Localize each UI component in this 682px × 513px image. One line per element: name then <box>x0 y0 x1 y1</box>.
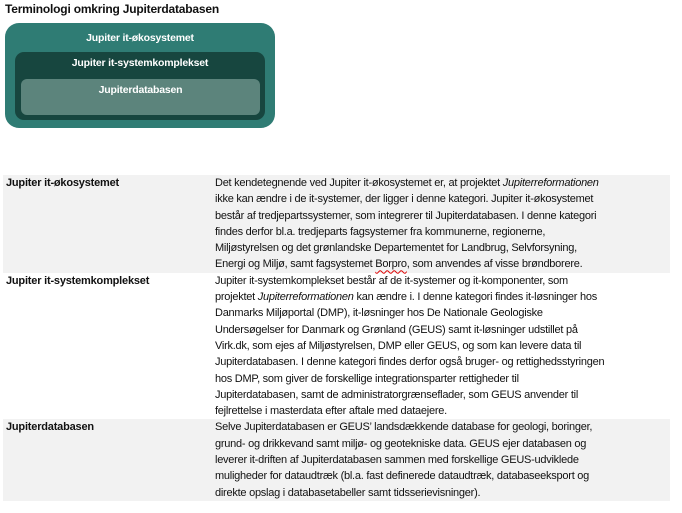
description-cell <box>215 273 670 420</box>
diagram-inner-box <box>21 79 260 115</box>
description-line: består af tredjepartssystemer, som integrerer til Jupiterdatabasen. I denne kategori <box>215 209 597 222</box>
description-line: direkte opslag i databasetabeller samt tidsserievisninger). <box>215 486 481 499</box>
italic-term: Jupiterreformationen <box>257 291 354 304</box>
terminology-table <box>3 175 670 501</box>
text-run: , som anvendes af visse brøndborere. <box>406 258 583 271</box>
description-cell <box>215 419 670 500</box>
description-line: hos DMP, som giver de forskellige integrationsparter rettigheder til <box>215 372 519 385</box>
description-cell <box>215 175 670 273</box>
description-line <box>215 175 668 191</box>
text-run: Det kendetegnende ved Jupiter it-økosystemet er, at projektet <box>215 177 503 189</box>
description-line: Jupiter it-systemkomplekset består af de it-systemer og it-komponenter, som <box>215 274 568 287</box>
italic-term: Jupiterreformationen <box>502 177 599 189</box>
outer-box-label: Jupiter it-økosystemet <box>86 32 194 44</box>
table-row <box>3 273 670 420</box>
description-line: muligheder for dataudtræk (bl.a. fast definerede dataudtræk, databaseeksport og <box>215 470 590 483</box>
term-cell: Jupiter it-systemkomplekset <box>6 274 150 287</box>
description-line: Miljøstyrelsen og det grønlandske Departementet for Landbrug, Selvforsyning, <box>215 242 577 255</box>
description-line: Jupiterdatabasen. I denne kategori findes derfor også bruger- og rettighedsstyringen <box>215 356 605 369</box>
description-line: ikke kan ændre i de it-systemer, der ligger i denne kategori. Jupiter it-økosystemet <box>215 193 594 206</box>
description-line: grund- og drikkevand samt miljø- og geotekniske data. GEUS ejer databasen og <box>215 437 587 450</box>
description-line: fejlrettelse i masterdata efter aftale med dataejere. <box>215 405 447 418</box>
term-cell: Jupiterdatabasen <box>6 421 94 434</box>
description-line: Jupiterdatabasen, samt de administratorgrænseflader, som GEUS anvender til <box>215 388 579 401</box>
description-line: Selve Jupiterdatabasen er GEUS’ landsdækkende database for geologi, boringer, <box>215 421 593 434</box>
description-line: Danmarks Miljøportal (DMP), it-løsninger hos De Nationale Geologiske <box>215 307 543 320</box>
text-run: kan ændre i. I denne kategori findes it-løsninger hos <box>353 291 597 304</box>
description-line: findes derfor bl.a. tredjeparts fagsystemer fra kommunerne, regionerne, <box>215 225 546 238</box>
table-row <box>3 419 670 500</box>
middle-box-label: Jupiter it-systemkomplekset <box>71 57 209 69</box>
description-line: Undersøgelser for Danmark og Grønland (GEUS) samt it-løsninger udstillet på <box>215 323 578 336</box>
text-run: projektet <box>215 291 258 304</box>
description-line: Virk.dk, som ejes af Miljøstyrelsen, DMP eller GEUS, og som kan levere data til <box>215 339 582 352</box>
term-cell: Jupiter it-økosystemet <box>6 177 119 189</box>
spellcheck-word: Borpro <box>375 258 407 271</box>
description-line <box>215 289 668 305</box>
page-title: Terminologi omkring Jupiterdatabasen <box>5 2 219 16</box>
text-run: Energi og Miljø, samt fagsystemet <box>215 258 376 271</box>
table-row <box>3 175 670 273</box>
description-line: leverer it-driften af Jupiterdatabasen sammen med forskellige GEUS-udviklede <box>215 454 579 467</box>
inner-box-label: Jupiterdatabasen <box>98 84 183 96</box>
description-line <box>215 256 668 272</box>
